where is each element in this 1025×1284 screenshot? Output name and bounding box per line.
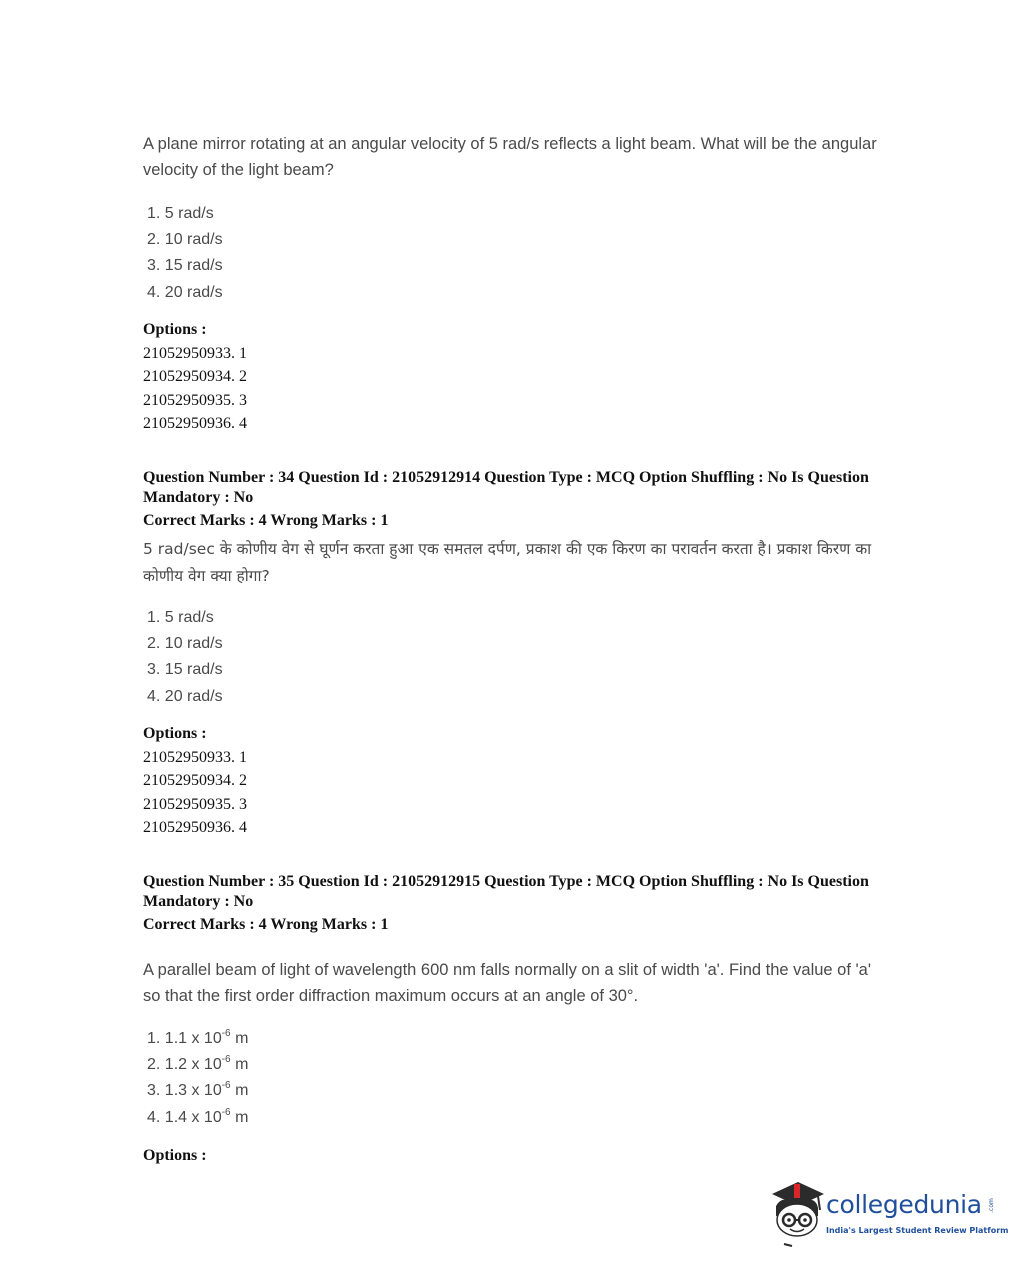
question-1-options — [143, 318, 247, 436]
choice-item: 4. 20 rad/s — [147, 687, 223, 705]
choice-item: 1. 1.1 x $10^{-6}$ m — [147, 1028, 249, 1047]
option-id: 21052950934. 2 — [143, 368, 247, 385]
choice-item: 2. 10 rad/s — [147, 635, 223, 653]
question-34-options — [143, 722, 247, 840]
question-34-marks: Correct Marks : 4 Wrong Marks : 1 — [143, 512, 389, 529]
choice-item: 3. 15 rad/s — [147, 661, 223, 679]
choice-item: 4. 1.4 x $10^{-6}$ m — [147, 1106, 249, 1126]
option-id: 21052950933. 1 — [143, 344, 247, 362]
question-34-choices — [147, 605, 223, 710]
mascot-icon — [766, 1176, 826, 1252]
choice-item: 2. 10 rad/s — [147, 231, 223, 249]
logo-wordmark: collegedunia — [826, 1190, 982, 1219]
question-35-choices — [147, 1026, 248, 1131]
option-id: 21052950935. 3 — [143, 391, 247, 409]
option-id: 21052950933. 1 — [143, 748, 247, 766]
question-1-choices — [147, 201, 223, 306]
question-35-marks: Correct Marks : 4 Wrong Marks : 1 — [143, 916, 389, 933]
choice-item: 1. 5 rad/s — [147, 205, 214, 222]
logo-suffix: .com — [987, 1198, 995, 1213]
option-id: 21052950936. 4 — [143, 819, 247, 836]
question-34-meta: Question Number : 34 Question Id : 21052912914 Question Type : MCQ Option Shuffling : No Is Question Mandatory : No — [143, 469, 869, 506]
options-label: Options : — [143, 1147, 207, 1164]
question-35-options — [143, 1144, 207, 1168]
options-label: Options : — [143, 725, 207, 742]
choice-item: 1. 5 rad/s — [147, 609, 214, 626]
choice-item: 4. 20 rad/s — [147, 283, 223, 301]
question-1-text: A plane mirror rotating at an angular velocity of 5 rad/s reflects a light beam. What will be the angular velocity of the light beam? — [143, 135, 877, 179]
option-id: 21052950935. 3 — [143, 795, 247, 813]
question-35-text: A parallel beam of light of wavelength 600 nm falls normally on a slit of width 'a'. Find the value of 'a' so that the first order diffraction maximum occurs at an angle of 30°. — [143, 961, 871, 1005]
choice-item: 3. 1.3 x $10^{-6}$ m — [147, 1080, 249, 1100]
choice-item: 3. 15 rad/s — [147, 257, 223, 275]
question-35-meta: Question Number : 35 Question Id : 21052912915 Question Type : MCQ Option Shuffling : No Is Question Mandatory : No — [143, 873, 869, 910]
option-id: 21052950936. 4 — [143, 415, 247, 432]
collegedunia-logo — [766, 1176, 1009, 1252]
option-id: 21052950934. 2 — [143, 772, 247, 789]
choice-item: 2. 1.2 x $10^{-6}$ m — [147, 1054, 249, 1074]
options-label: Options : — [143, 321, 207, 338]
question-34-text: 5 rad/sec के कोणीय वेग से घूर्णन करता हुआ एक समतल दर्पण, प्रकाश की एक किरण का परावर्तन करता है। प्रकाश किरण का कोणीय वेग क्या होगा? — [143, 540, 872, 585]
logo-tagline: India's Largest Student Review Platform — [826, 1226, 1009, 1235]
